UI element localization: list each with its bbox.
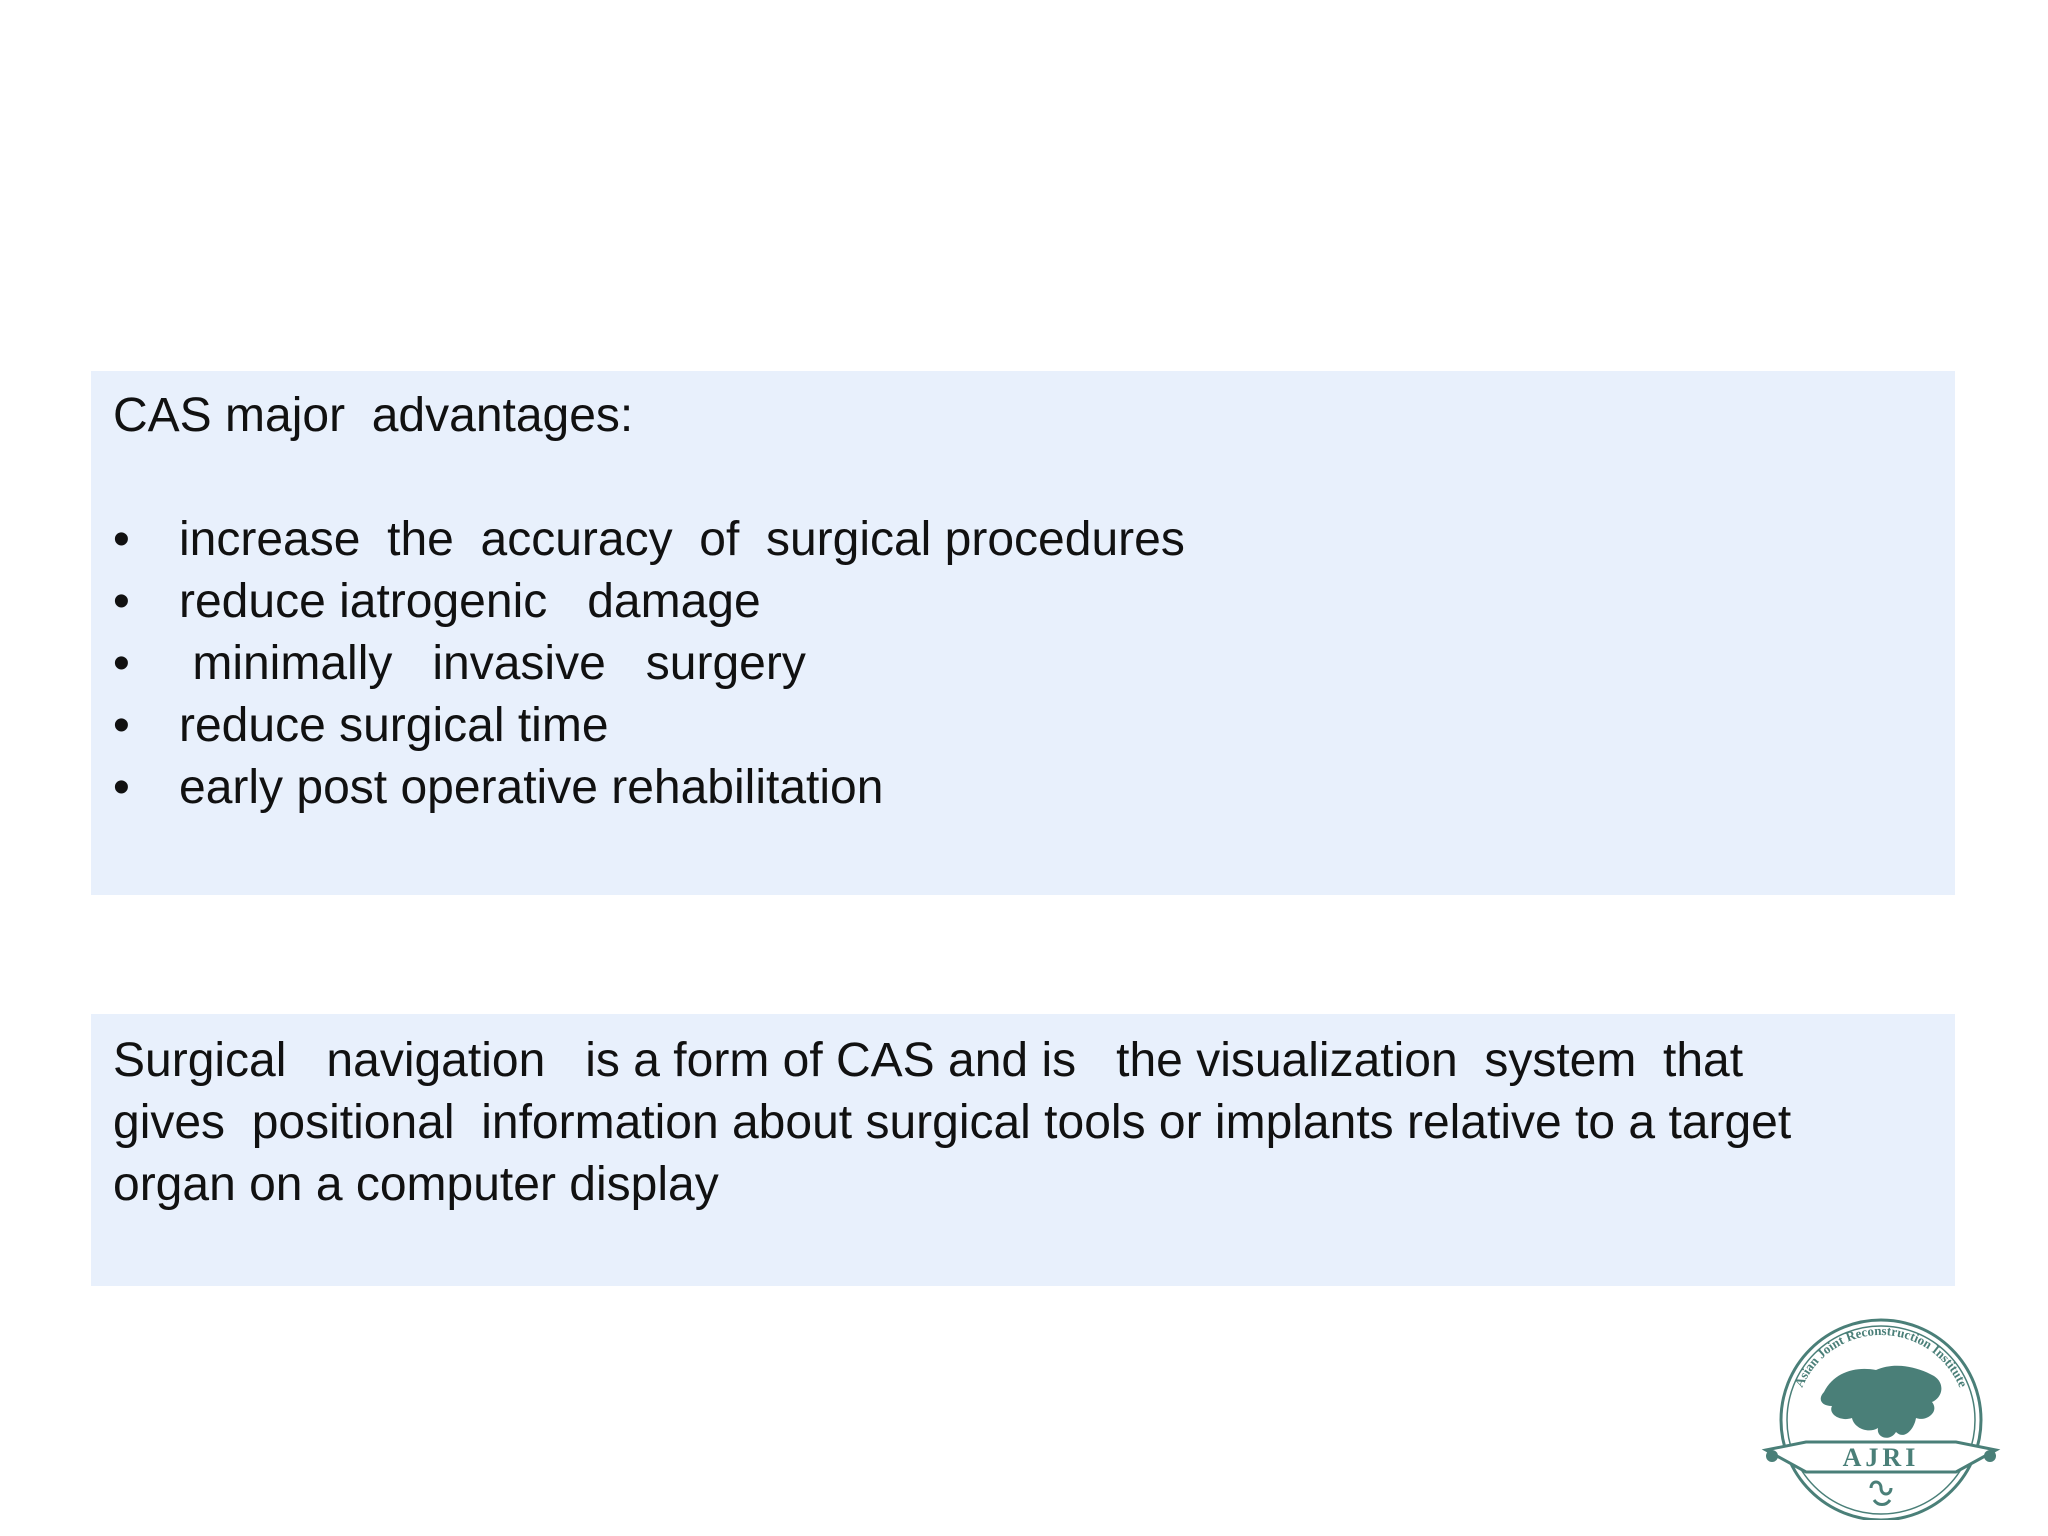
list-item xyxy=(113,509,1933,571)
swirl-icon xyxy=(1871,1482,1891,1505)
bullet-icon: • xyxy=(113,699,130,752)
navigation-paragraph xyxy=(113,1030,1933,1216)
list-item xyxy=(113,695,1933,757)
advantages-heading: CAS major advantages: xyxy=(113,389,634,442)
navigation-line: organ on a computer display xyxy=(113,1158,719,1211)
bullet-icon: • xyxy=(113,575,130,628)
logo-ring-text: Asian Joint Reconstruction Institute xyxy=(1791,1322,1971,1390)
list-item xyxy=(113,633,1933,695)
advantages-list xyxy=(113,509,1933,819)
list-item-text: early post operative rehabilitation xyxy=(179,761,884,814)
bullet-icon: • xyxy=(113,637,130,690)
logo-text: AJRI xyxy=(1842,1443,1920,1472)
navigation-line: gives positional information about surgical tools or implants relative to a target xyxy=(113,1096,1792,1149)
list-item-text: reduce surgical time xyxy=(179,699,609,752)
asia-map-icon xyxy=(1821,1366,1942,1438)
list-item-text: increase the accuracy of surgical procedures xyxy=(179,513,1185,566)
list-item-text: reduce iatrogenic damage xyxy=(179,575,761,628)
list-item xyxy=(113,571,1933,633)
bullet-icon: • xyxy=(113,513,130,566)
navigation-box xyxy=(91,1014,1955,1286)
list-item-text: minimally invasive surgery xyxy=(179,637,806,690)
navigation-line: Surgical navigation is a form of CAS and is the visualization system that xyxy=(113,1034,1744,1087)
bullet-icon: • xyxy=(113,761,130,814)
ajri-logo xyxy=(1756,1310,2006,1520)
list-item xyxy=(113,757,1933,819)
advantages-box xyxy=(91,371,1955,895)
